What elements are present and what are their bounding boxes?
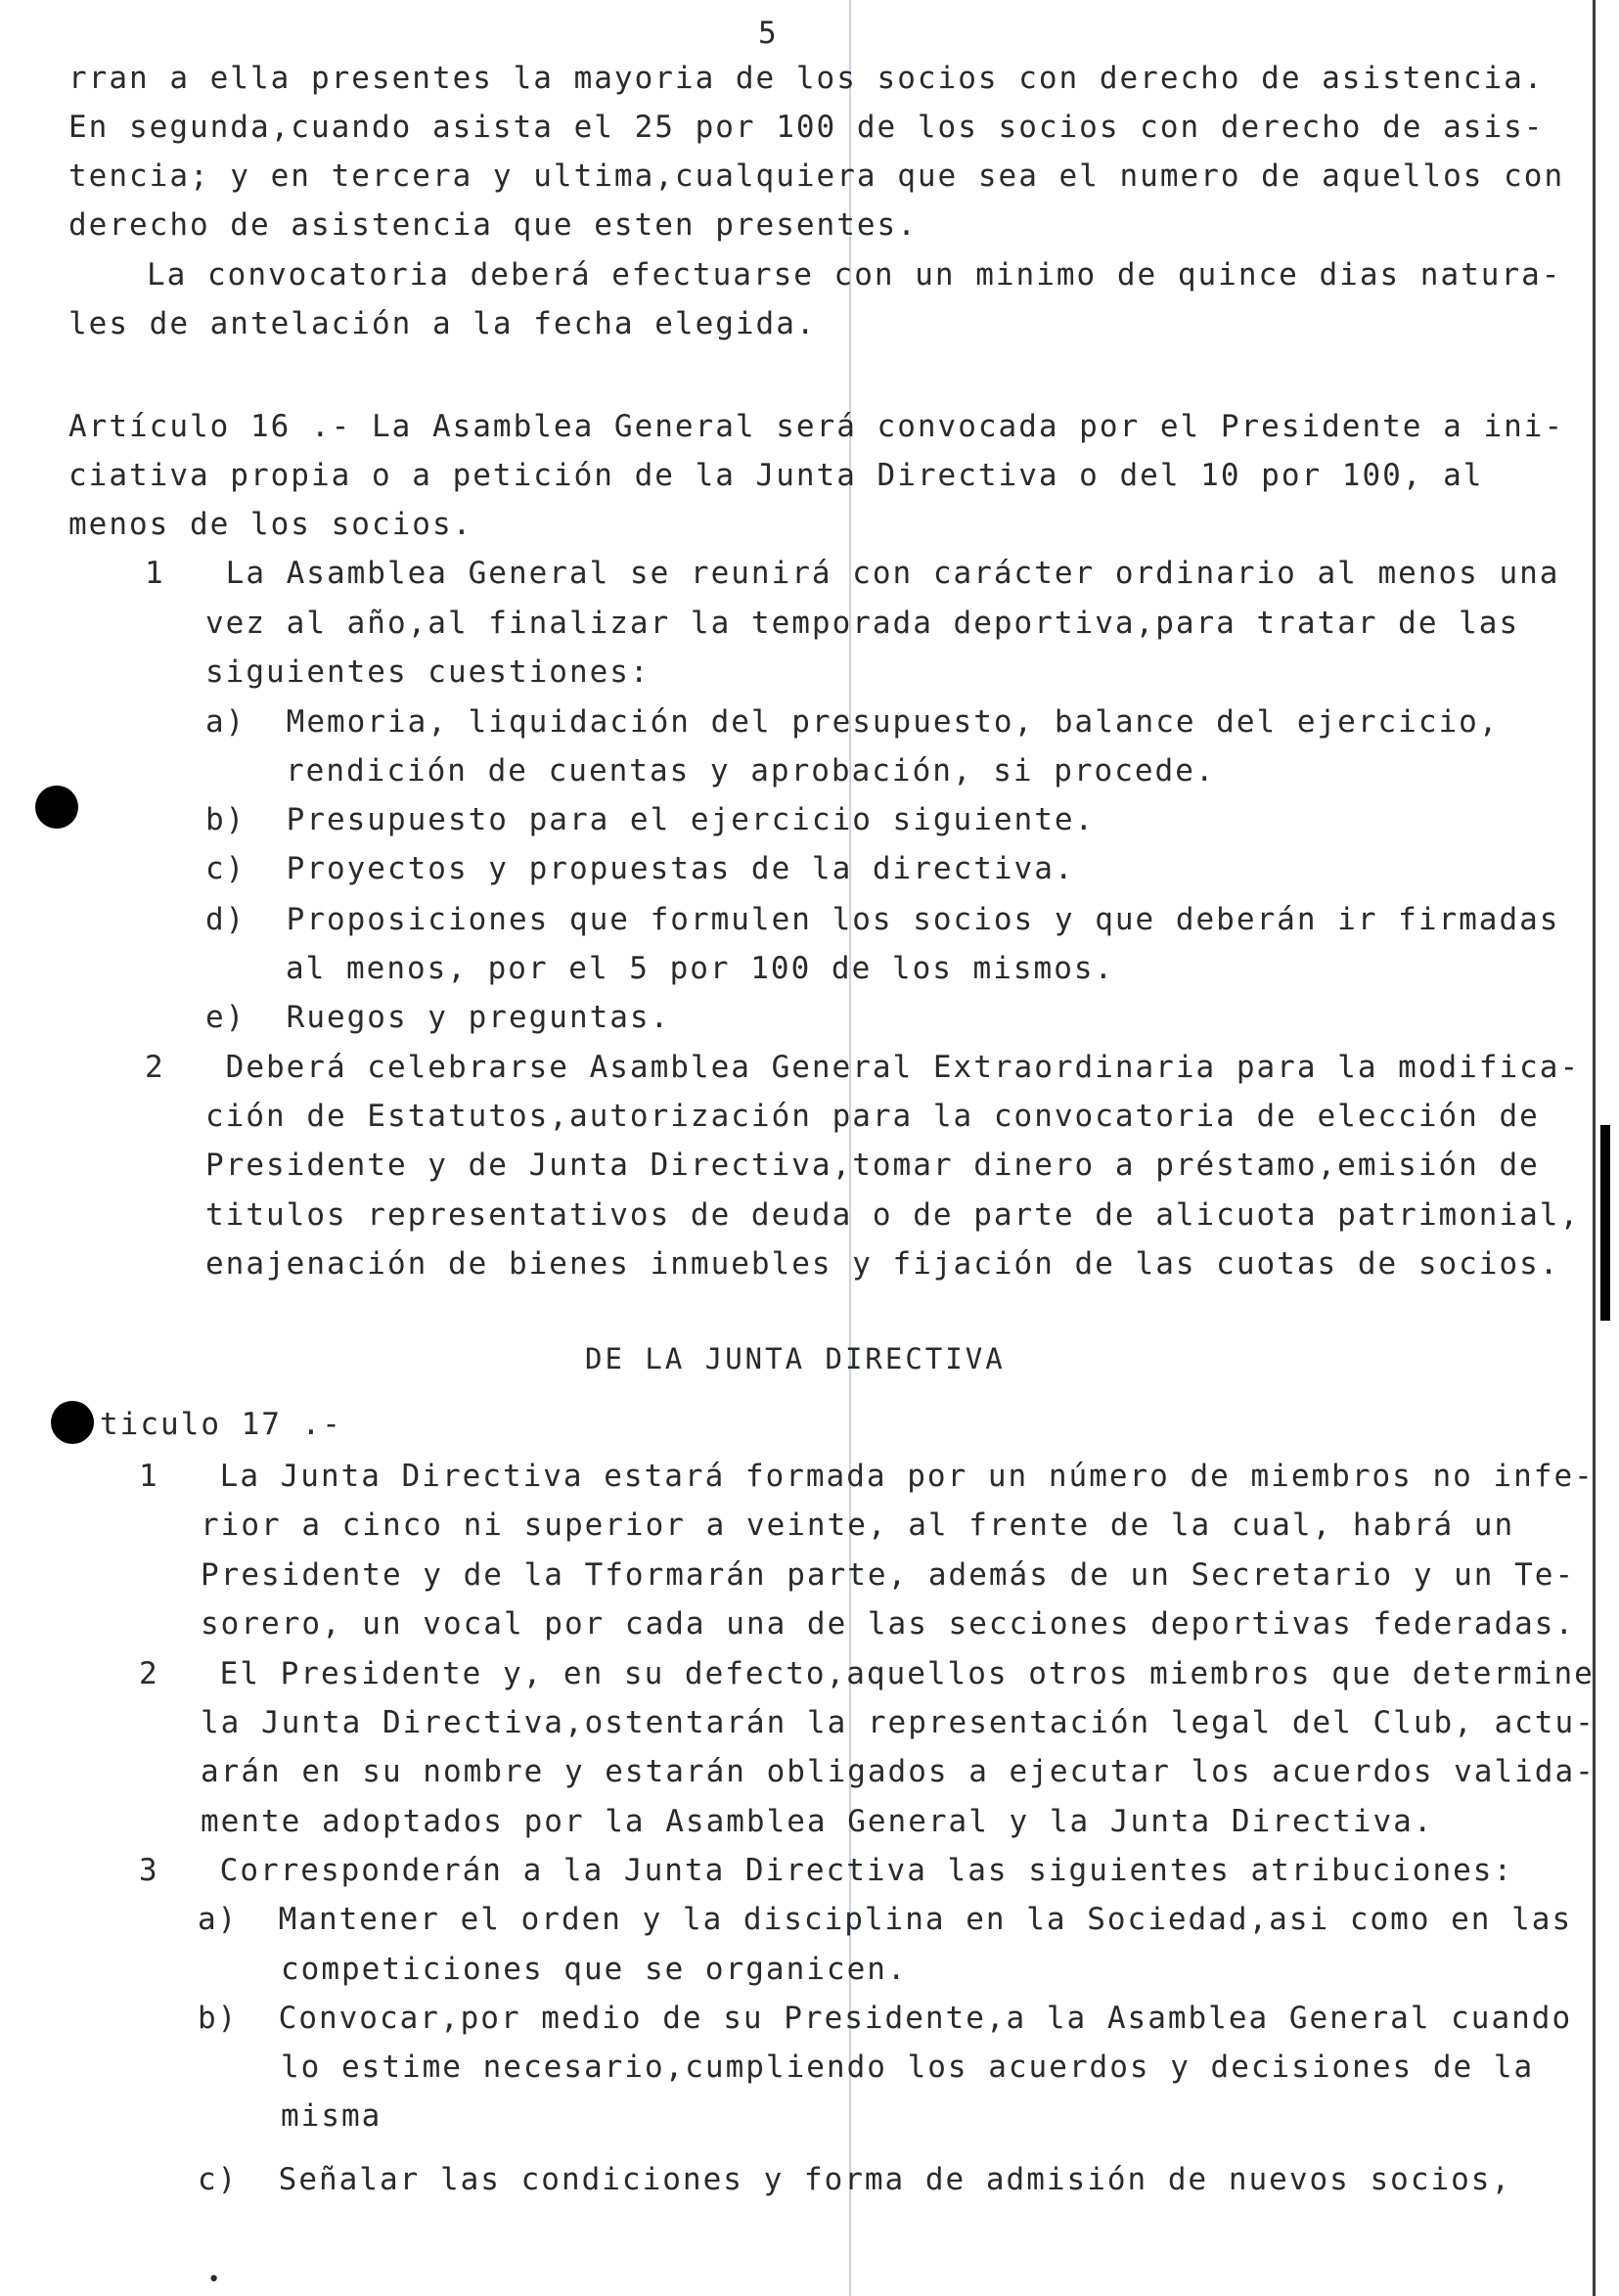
page-edge-mark [1600,1125,1610,1321]
text-line: arán en su nombre y estarán obligados a ejecutar los acuerdos valida- [201,1754,1596,1789]
text-line: Presidente y de la Tformarán parte, además de un Secretario y un Te- [201,1557,1576,1593]
text-line: La convocatoria deberá efectuarse con un minimo de quince dias natura- [147,257,1562,293]
list-item: a) Memoria, liquidación del presupuesto, balance del ejercicio, [205,704,1500,740]
article-17-heading: ticulo 17 .- [100,1407,342,1442]
list-item: a) Mantener el orden y la disciplina en la Sociedad,asi como en las [198,1902,1573,1937]
list-item: d) Proposiciones que formulen los socios y que deberán ir firmadas [205,902,1560,937]
numbered-item: 2 El Presidente y, en su defecto,aquellos otros miembros que determine [139,1656,1595,1691]
text-line: misma [281,2098,382,2134]
list-item: b) Presupuesto para el ejercicio siguiente. [205,802,1096,837]
text-line: En segunda,cuando asista el 25 por 100 de los socios con derecho de asis- [68,110,1545,145]
text-line: competiciones que se organicen. [281,1952,908,1987]
text-line: rior a cinco ni superior a veinte, al frente de la cual, habrá un [201,1508,1515,1543]
text-line: Presidente y de Junta Directiva,tomar dinero a préstamo,emisión de [205,1148,1540,1183]
numbered-item: 2 Deberá celebrarse Asamblea General Extraordinaria para la modifica- [145,1050,1581,1085]
page-edge [1593,0,1596,2296]
stray-ink-mark: • [207,2268,221,2292]
text-line: vez al año,al finalizar la temporada deportiva,para tratar de las [205,606,1520,641]
text-line: lo estime necesario,cumpliendo los acuerdos y decisiones de la [281,2049,1535,2085]
text-line: sorero, un vocal por cada una de las secciones deportivas federadas. [201,1606,1576,1642]
page-number: 5 [758,16,777,51]
numbered-item: 1 La Junta Directiva estará formada por un número de miembros no infe- [139,1459,1595,1494]
numbered-item: 3 Corresponderán a la Junta Directiva las siguientes atribuciones: [139,1853,1514,1888]
text-line: titulos representativos de deuda o de parte de alicuota patrimonial, [205,1197,1581,1233]
text-line: derecho de asistencia que esten presentes. [68,207,918,243]
text-line: la Junta Directiva,ostentarán la representación legal del Club, actu- [201,1705,1596,1740]
text-line: les de antelación a la fecha elegida. [68,306,817,341]
list-item: c) Señalar las condiciones y forma de admisión de nuevos socios, [198,2162,1512,2197]
text-line: al menos, por el 5 por 100 de los mismos. [286,951,1115,986]
text-line: menos de los socios. [68,507,473,542]
article-16-heading: Artículo 16 .- La Asamblea General será convocada por el Presidente a ini- [68,409,1565,444]
text-line: rran a ella presentes la mayoria de los socios con derecho de asistencia. [68,61,1545,96]
list-item: b) Convocar,por medio de su Presidente,a la Asamblea General cuando [198,2001,1573,2036]
text-line: mente adoptados por la Asamblea General y la Junta Directiva. [201,1804,1434,1839]
section-title: DE LA JUNTA DIRECTIVA [585,1342,1006,1375]
punch-hole [51,1401,94,1444]
list-item: e) Ruegos y preguntas. [205,1000,671,1035]
numbered-item: 1 La Asamblea General se reunirá con carácter ordinario al menos una [145,556,1560,591]
text-line: rendición de cuentas y aprobación, si procede. [286,753,1216,788]
text-line: tencia; y en tercera y ultima,cualquiera que sea el numero de aquellos con [68,158,1565,194]
text-line: siguientes cuestiones: [205,654,651,690]
text-line: ción de Estatutos,autorización para la convocatoria de elección de [205,1099,1540,1134]
list-item: c) Proyectos y propuestas de la directiva. [205,851,1075,886]
punch-hole [35,786,78,829]
text-line: enajenación de bienes inmuebles y fijación de las cuotas de socios. [205,1246,1560,1282]
text-line: ciativa propia o a petición de la Junta Directiva o del 10 por 100, al [68,458,1484,493]
